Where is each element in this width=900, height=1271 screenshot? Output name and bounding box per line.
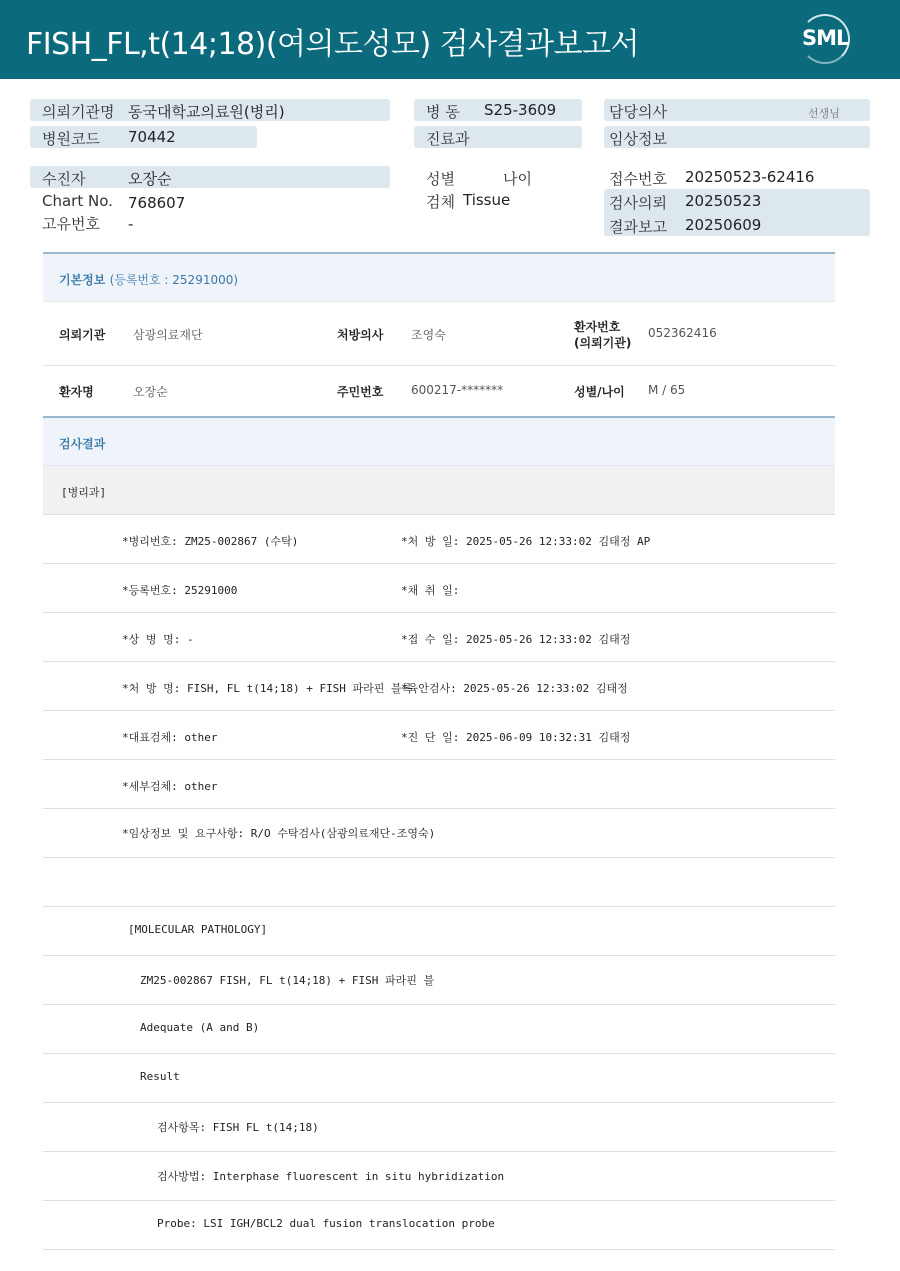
- clinical-label: 임상정보: [609, 130, 667, 148]
- patient-value: 오장순: [128, 170, 172, 188]
- basic-info-row-2: [43, 366, 835, 416]
- presc-val: 조영숙: [411, 328, 446, 342]
- report-label: 결과보고: [609, 218, 667, 236]
- name-val: 오장순: [133, 385, 168, 399]
- result-row-5: [43, 711, 835, 760]
- basic-info-heading: [43, 252, 835, 302]
- result-label: Result: [140, 1070, 180, 1083]
- logo-text: SML: [802, 26, 849, 50]
- registration-note: (등록번호 : 25291000): [109, 273, 239, 287]
- receipt-date: *접 수 일: 2025-05-26 12:33:02 김태정: [401, 633, 631, 646]
- sub-specimen: *세부검체: other: [122, 780, 218, 793]
- name-key: 환자명: [59, 385, 94, 399]
- test-method: 검사방법: Interphase fluorescent in situ hybridization: [157, 1170, 505, 1183]
- hosp-code-value: 70442: [128, 128, 176, 146]
- sex-label: 성별: [426, 170, 455, 188]
- results-heading: [43, 416, 835, 466]
- prescription-name: *처 방 명: FISH, FL t(14;18) + FISH 파라핀 블록: [122, 682, 413, 695]
- test-item-row: [43, 1103, 835, 1152]
- ward-label: 병 동: [426, 103, 460, 121]
- unique-value: -: [128, 215, 134, 233]
- prescription-date: *처 방 일: 2025-05-26 12:33:02 김태정 AP: [401, 535, 651, 548]
- doctor-label: 담당의사: [609, 103, 667, 121]
- gross-exam-date: *육안검사: 2025-05-26 12:33:02 김태정: [401, 682, 628, 695]
- patient-no-key-2: (의뢰기관): [574, 336, 632, 350]
- molecular-line-row: [43, 956, 835, 1005]
- report-title: FISH_FL,t(14;18)(여의도성모) 검사결과보고서: [26, 27, 640, 62]
- receipt-label: 접수번호: [609, 170, 667, 188]
- molecular-heading: [MOLECULAR PATHOLOGY]: [128, 923, 268, 936]
- result-row-blank: [43, 858, 835, 907]
- probe-row: [43, 1201, 835, 1250]
- hosp-code-label: 병원코드: [42, 130, 100, 148]
- dept-label: 진료과: [426, 130, 470, 148]
- probe-text: Probe: LSI IGH/BCL2 dual fusion translocation probe: [157, 1217, 495, 1230]
- specimen-value: Tissue: [463, 191, 511, 209]
- inst-key: 의뢰기관: [59, 328, 106, 342]
- chart-label: Chart No.: [42, 192, 113, 210]
- results-title: 검사결과: [59, 437, 106, 451]
- main-specimen: *대표검체: other: [122, 731, 218, 744]
- test-method-row: [43, 1152, 835, 1201]
- result-label-row: [43, 1054, 835, 1103]
- inst-val: 삼광의료재단: [133, 328, 203, 342]
- specimen-label: 검체: [426, 193, 455, 211]
- ward-value: S25-3609: [484, 101, 557, 119]
- sml-logo: [800, 14, 850, 64]
- result-row-7: [43, 809, 835, 858]
- request-value: 20250523: [685, 192, 762, 210]
- patient-label: 수진자: [42, 170, 86, 188]
- diagnosis-date: *진 단 일: 2025-06-09 10:32:31 김태정: [401, 731, 631, 744]
- presc-key: 처방의사: [337, 328, 384, 342]
- rrn-val: 600217-*******: [411, 383, 504, 397]
- test-item: 검사항목: FISH FL t(14;18): [157, 1121, 319, 1134]
- pathology-no: *병리번호: ZM25-002867 (수탁): [122, 535, 299, 548]
- result-row-1: [43, 515, 835, 564]
- patient-no-key-1: 환자번호: [574, 320, 621, 334]
- rrn-key: 주민번호: [337, 385, 384, 399]
- report-value: 20250609: [685, 216, 762, 234]
- molecular-heading-row: [43, 907, 835, 956]
- receipt-value: 20250523-62416: [685, 168, 815, 186]
- collection-date: *채 취 일:: [401, 584, 460, 597]
- inst-value: 동국대학교의료원(병리): [128, 103, 285, 121]
- clinical-info: *임상정보 및 요구사항: R/O 수탁검사(삼광의료재단-조영숙): [122, 827, 436, 840]
- basic-info-row-1: [43, 302, 835, 366]
- sex-age-key: 성별/나이: [574, 385, 625, 399]
- registration-no: *등록번호: 25291000: [122, 584, 238, 597]
- unique-label: 고유번호: [42, 215, 100, 233]
- inst-label: 의뢰기관명: [42, 103, 115, 121]
- basic-info-title: [59, 271, 238, 288]
- sex-age-val: M / 65: [648, 383, 686, 397]
- request-label: 검사의뢰: [609, 194, 667, 212]
- result-row-3: [43, 613, 835, 662]
- doctor-suffix: 선생님: [808, 107, 840, 120]
- basic-info-label: 기본정보: [59, 273, 106, 287]
- dept-row: [43, 466, 835, 515]
- dept-label-row: [병리과]: [61, 486, 107, 499]
- molecular-line: ZM25-002867 FISH, FL t(14;18) + FISH 파라핀 블: [140, 974, 435, 987]
- result-row-2: [43, 564, 835, 613]
- report-header: [0, 0, 900, 79]
- adequate-text: Adequate (A and B): [140, 1021, 260, 1034]
- disease-name: *상 병 명: -: [122, 633, 194, 646]
- adequate-row: [43, 1005, 835, 1054]
- result-row-6: [43, 760, 835, 809]
- age-label: 나이: [503, 170, 532, 188]
- result-row-4: [43, 662, 835, 711]
- patient-no-val: 052362416: [648, 326, 717, 340]
- chart-value: 768607: [128, 194, 186, 212]
